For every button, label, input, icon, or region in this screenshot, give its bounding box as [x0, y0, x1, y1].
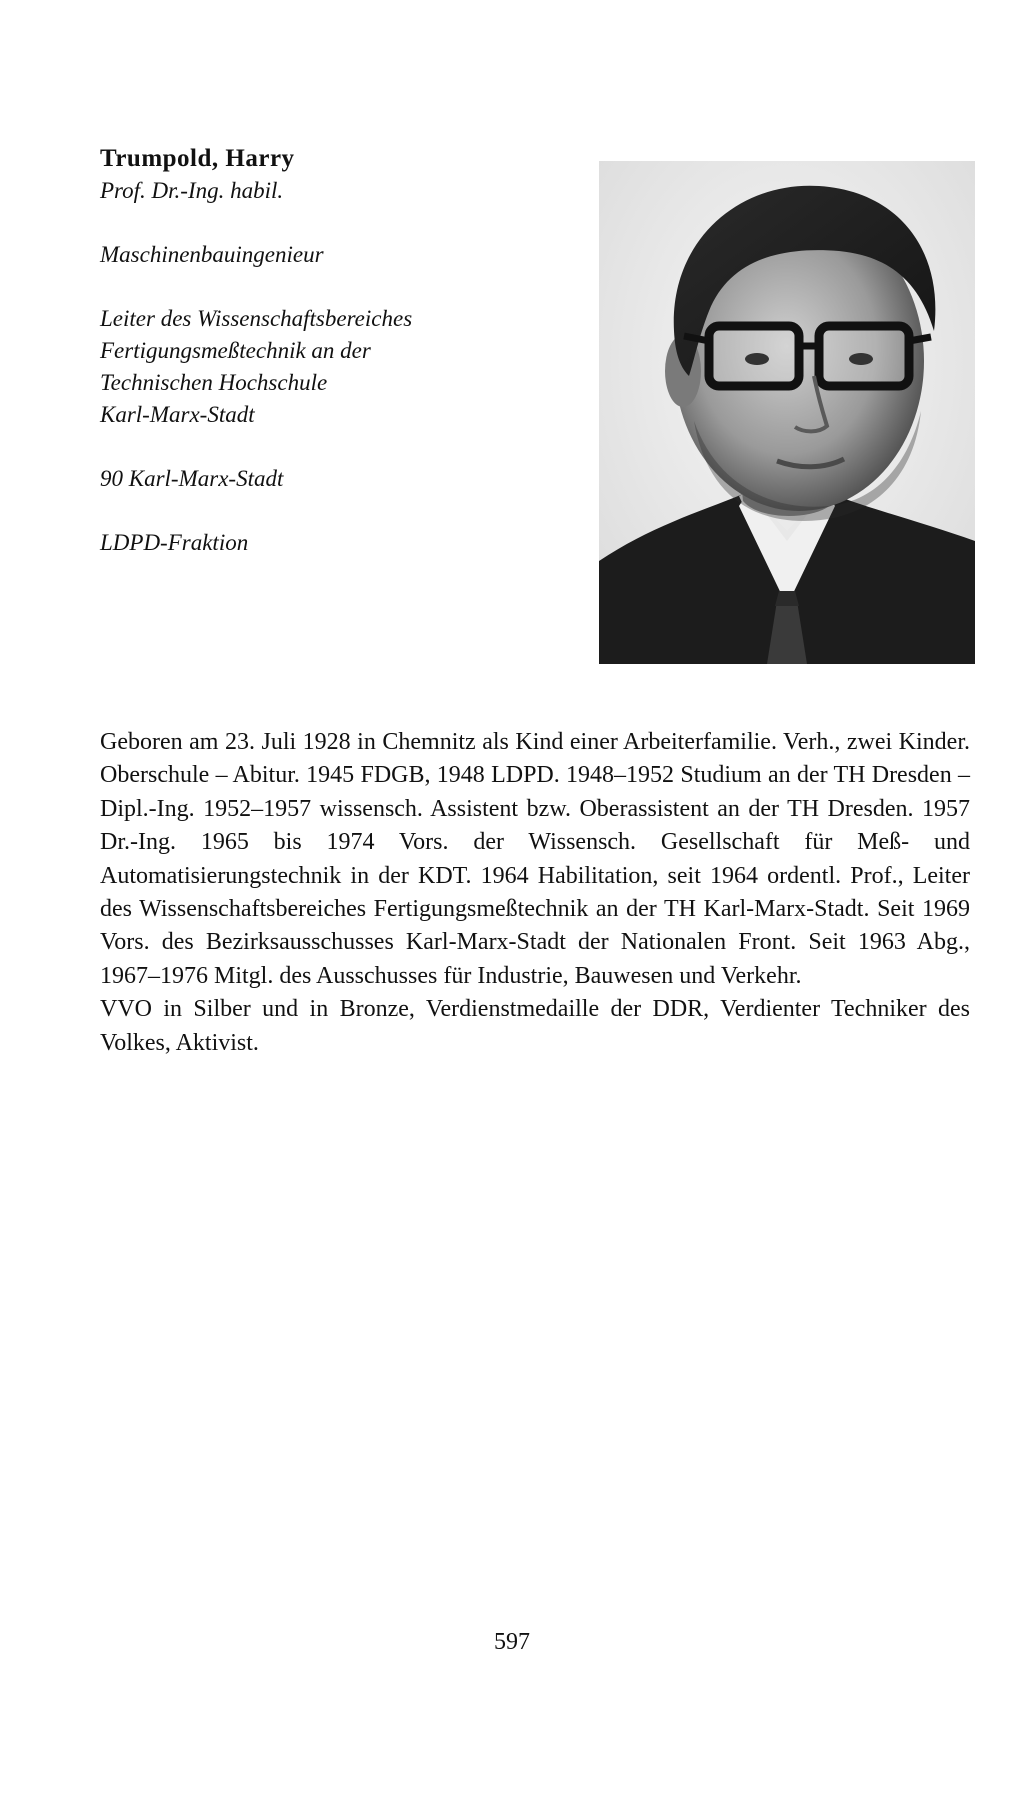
- academic-title: Prof. Dr.-Ing. habil.: [100, 178, 284, 203]
- position-line-3: Technischen Hochschule: [100, 370, 328, 395]
- position-line-1: Leiter des Wissenschaftsbereiches: [100, 306, 413, 331]
- spacer: [100, 431, 540, 463]
- address: 90 Karl-Marx-Stadt: [100, 466, 284, 491]
- biography-paragraph-1: Geboren am 23. Juli 1928 in Chemnitz als Kind einer Arbeiterfamilie. Verh., zwei Kinder. Oberschule – Abitur. 1945 FDGB, 1948 LDPD. 1948–1952 Studium an der TH Dresden – Dipl.-Ing. 1952–1957 wissensch. Assistent bzw. Oberassistent an der TH Dresden. 1957 Dr.-Ing. 1965 bis 1974 Vors. der Wissensch. Gesellschaft für Meß- und Automatisierungstechnik in der KDT. 1964 Habilitation, seit 1964 ordentl. Prof., Leiter des Wissenschaftsbereiches Fertigungsmeßtechnik an der TH Karl-Marx-Stadt. Seit 1969 Vors. des Bezirksausschusses Karl-Marx-Stadt der Nationalen Front. Seit 1963 Abg., 1967–1976 Mitgl. des Ausschusses für Industrie, Bauwesen und Verkehr.: [100, 729, 970, 989]
- spacer: [100, 207, 540, 239]
- page-number: 597: [494, 1629, 530, 1655]
- portrait-photo: [599, 161, 975, 664]
- portrait-illustration: [599, 161, 975, 664]
- profession: Maschinenbauingenieur: [100, 242, 324, 267]
- spacer: [100, 271, 540, 303]
- position-line-4: Karl-Marx-Stadt: [100, 402, 255, 427]
- position-line-2: Fertigungsmeßtechnik an der: [100, 338, 371, 363]
- biography-paragraph-2: VVO in Silber und in Bronze, Verdienstmedaille der DDR, Verdienter Techniker des Volkes, Aktivist.: [100, 996, 970, 1056]
- entry-header: [100, 143, 540, 559]
- person-name: Trumpold, Harry: [100, 145, 295, 172]
- spacer: [100, 495, 540, 527]
- biography: [100, 726, 970, 1060]
- faction: LDPD-Fraktion: [100, 530, 249, 555]
